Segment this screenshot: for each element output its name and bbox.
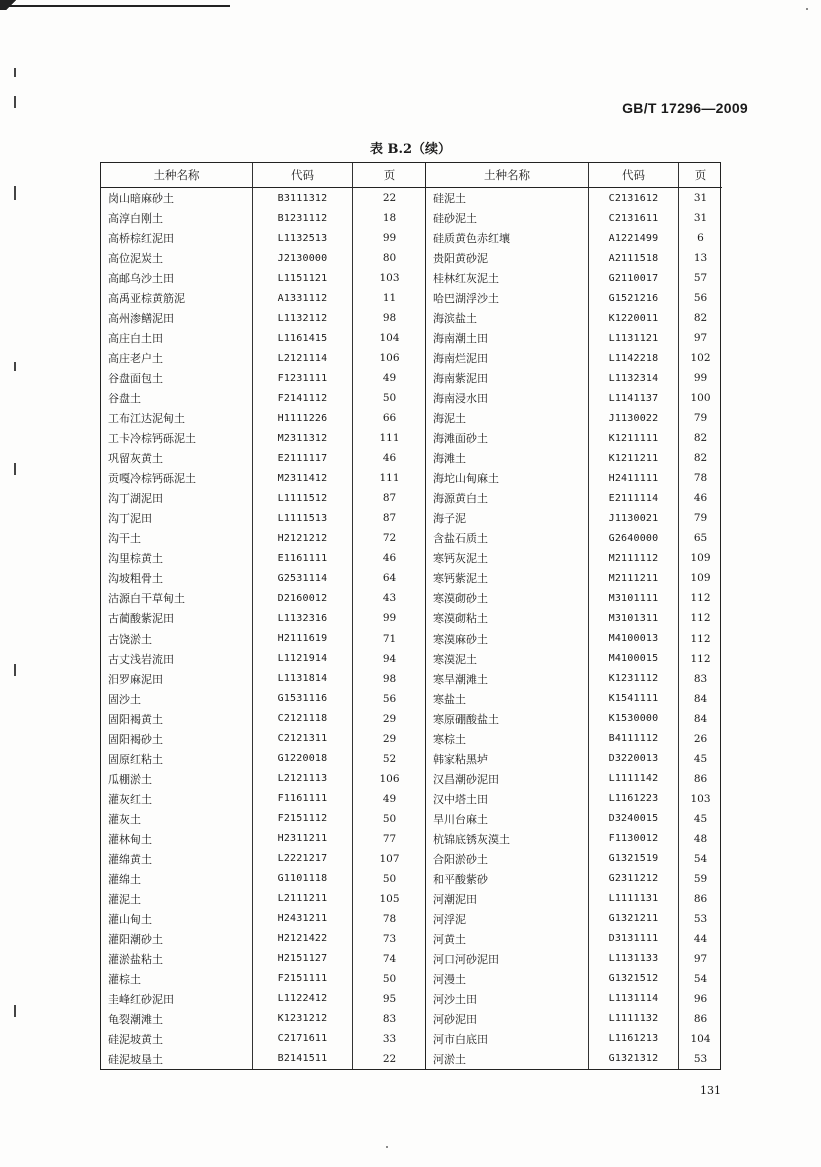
code-cell: F2151111 bbox=[253, 969, 353, 989]
soil-name-cell: 寒漠砌粘土 bbox=[426, 608, 589, 628]
soil-name-cell: 古饶淤土 bbox=[101, 629, 253, 649]
page-cell: 112 bbox=[690, 592, 711, 605]
code-cell: M3101311 bbox=[589, 608, 679, 628]
soil-name-cell: 合阳淤砂土 bbox=[426, 849, 589, 869]
code-cell: B4111112 bbox=[589, 729, 679, 749]
code-cell: L2121114 bbox=[253, 348, 353, 368]
soil-name-cell: 古蔺酸紫泥田 bbox=[101, 608, 253, 628]
soil-name-cell: 沽源白干草甸土 bbox=[101, 588, 253, 608]
code-cell: D3131111 bbox=[589, 929, 679, 949]
page-cell: 43 bbox=[382, 592, 397, 605]
code-cell: L1131133 bbox=[589, 949, 679, 969]
table-right-half bbox=[426, 163, 722, 1069]
code-cell: E2111114 bbox=[589, 488, 679, 508]
soil-name-cell: 海南浸水田 bbox=[426, 388, 589, 408]
code-cell: K1211211 bbox=[589, 448, 679, 468]
soil-name-cell: 岗山暗麻砂土 bbox=[101, 188, 253, 208]
page-cell: 22 bbox=[382, 192, 397, 204]
page-cell: 84 bbox=[693, 692, 708, 705]
code-cell: F1231111 bbox=[253, 368, 353, 388]
code-cell: H2111619 bbox=[253, 629, 353, 649]
scan-speck bbox=[14, 68, 16, 77]
code-cell: L1111132 bbox=[589, 1009, 679, 1029]
soil-name-cell: 含盐石质土 bbox=[426, 528, 589, 548]
soil-name-cell: 灌绵黄土 bbox=[101, 849, 253, 869]
page-cell: 54 bbox=[693, 972, 708, 985]
code-cell: G1101118 bbox=[253, 869, 353, 889]
soil-name-cell: 寒漠麻砂土 bbox=[426, 629, 589, 649]
page-cell: 11 bbox=[382, 292, 397, 305]
page-cell: 82 bbox=[693, 452, 708, 465]
page-cell: 87 bbox=[382, 512, 397, 525]
code-cell: L1151121 bbox=[253, 268, 353, 288]
code-cell: A2111518 bbox=[589, 248, 679, 268]
page-cell: 112 bbox=[690, 632, 711, 645]
header-soil-name: 土种名称 bbox=[426, 163, 589, 188]
soil-name-cell: 和平酸紫砂 bbox=[426, 869, 589, 889]
page-cell: 6 bbox=[697, 232, 704, 245]
scan-speck bbox=[14, 96, 16, 108]
soil-name-cell: 固阳褐砂土 bbox=[101, 729, 253, 749]
page-cell: 45 bbox=[693, 812, 708, 825]
page-cell: 79 bbox=[693, 412, 708, 425]
page-cell: 97 bbox=[693, 332, 708, 345]
header-page: 页 bbox=[353, 163, 426, 188]
code-cell: K1220011 bbox=[589, 308, 679, 328]
soil-name-cell: 河漫土 bbox=[426, 969, 589, 989]
code-cell: G1321512 bbox=[589, 969, 679, 989]
page-cell: 107 bbox=[379, 852, 400, 865]
code-cell: F1130012 bbox=[589, 829, 679, 849]
page-cell: 87 bbox=[382, 492, 397, 505]
code-cell: L1131114 bbox=[589, 989, 679, 1009]
soil-name-cell: 灌绵土 bbox=[101, 869, 253, 889]
code-cell: A1331112 bbox=[253, 288, 353, 308]
code-cell: C2131612 bbox=[589, 188, 679, 208]
soil-name-cell: 河口河砂泥田 bbox=[426, 949, 589, 969]
soil-name-cell: 寒旱潮滩土 bbox=[426, 669, 589, 689]
page-cell: 99 bbox=[382, 612, 397, 625]
code-cell: G2640000 bbox=[589, 528, 679, 548]
page-cell: 56 bbox=[382, 692, 397, 705]
soil-name-cell: 沟里棕黄土 bbox=[101, 548, 253, 568]
scan-speck bbox=[14, 1005, 16, 1017]
soil-name-cell: 汉中塔土田 bbox=[426, 789, 589, 809]
page-cell: 106 bbox=[379, 352, 400, 365]
page-cell: 45 bbox=[693, 752, 708, 765]
code-cell: G2531114 bbox=[253, 568, 353, 588]
page-cell: 99 bbox=[382, 232, 397, 245]
scan-speck bbox=[14, 362, 16, 371]
page-cell: 77 bbox=[382, 832, 397, 845]
code-cell: H1111226 bbox=[253, 408, 353, 428]
soil-name-cell: 工卡冷棕钙砾泥土 bbox=[101, 428, 253, 448]
code-cell: B3111312 bbox=[253, 188, 353, 208]
code-cell: L1122412 bbox=[253, 989, 353, 1009]
page-cell: 100 bbox=[690, 392, 711, 405]
scan-speck bbox=[14, 664, 16, 676]
code-cell: H2121212 bbox=[253, 528, 353, 548]
page-cell: 109 bbox=[690, 572, 711, 585]
header-soil-name: 土种名称 bbox=[101, 163, 253, 188]
code-cell: K1231212 bbox=[253, 1009, 353, 1029]
code-cell: C2131611 bbox=[589, 208, 679, 228]
page-cell: 64 bbox=[382, 572, 397, 585]
soil-name-cell: 硅泥坡黄土 bbox=[101, 1029, 253, 1049]
page-cell: 48 bbox=[693, 832, 708, 845]
code-cell: D3220013 bbox=[589, 749, 679, 769]
soil-name-cell: 海滩面砂土 bbox=[426, 428, 589, 448]
code-cell: B2141511 bbox=[253, 1049, 353, 1069]
code-cell: L1111131 bbox=[589, 889, 679, 909]
page-cell: 65 bbox=[693, 532, 708, 545]
code-cell: L1132513 bbox=[253, 228, 353, 248]
soil-name-cell: 河黄土 bbox=[426, 929, 589, 949]
page-cell: 84 bbox=[693, 712, 708, 725]
page-cell: 66 bbox=[382, 412, 397, 425]
soil-name-cell: 河浮泥 bbox=[426, 909, 589, 929]
page-cell: 102 bbox=[690, 352, 711, 365]
table-left-half bbox=[101, 163, 426, 1069]
soil-name-cell: 寒钙紫泥土 bbox=[426, 568, 589, 588]
page-cell: 57 bbox=[693, 272, 708, 285]
page-cell: 103 bbox=[379, 272, 400, 285]
code-cell: G1531116 bbox=[253, 689, 353, 709]
page-cell: 104 bbox=[379, 332, 400, 345]
page-cell: 33 bbox=[382, 1032, 397, 1045]
code-cell: M4100013 bbox=[589, 629, 679, 649]
code-cell: L1111142 bbox=[589, 769, 679, 789]
page-cell: 98 bbox=[382, 312, 397, 325]
soil-name-cell: 灌阳潮砂土 bbox=[101, 929, 253, 949]
code-cell: M2111112 bbox=[589, 548, 679, 568]
page-cell: 98 bbox=[382, 672, 397, 685]
soil-name-cell: 高州渗鳝泥田 bbox=[101, 308, 253, 328]
code-cell: K1231112 bbox=[589, 669, 679, 689]
soil-name-cell: 高位泥炭土 bbox=[101, 248, 253, 268]
code-cell: L1131814 bbox=[253, 669, 353, 689]
soil-name-cell: 硅砂泥土 bbox=[426, 208, 589, 228]
soil-name-cell: 汨罗麻泥田 bbox=[101, 669, 253, 689]
page-cell: 82 bbox=[693, 312, 708, 325]
scan-speck bbox=[14, 463, 16, 475]
page-cell: 112 bbox=[690, 652, 711, 665]
code-cell: K1211111 bbox=[589, 428, 679, 448]
code-cell: L1161415 bbox=[253, 328, 353, 348]
soil-name-cell: 寒钙灰泥土 bbox=[426, 548, 589, 568]
page-cell: 111 bbox=[379, 432, 400, 445]
page-cell: 97 bbox=[693, 952, 708, 965]
page-cell: 18 bbox=[382, 212, 397, 225]
code-cell: M3101111 bbox=[589, 588, 679, 608]
soil-name-cell: 旱川台麻土 bbox=[426, 809, 589, 829]
soil-name-cell: 巩留灰黄土 bbox=[101, 448, 253, 468]
soil-name-cell: 灌灰红土 bbox=[101, 789, 253, 809]
soil-name-cell: 寒盐土 bbox=[426, 689, 589, 709]
page-cell: 46 bbox=[382, 452, 397, 465]
page-cell: 56 bbox=[693, 292, 708, 305]
code-cell: H2311211 bbox=[253, 829, 353, 849]
code-cell: M2311312 bbox=[253, 428, 353, 448]
code-cell: G1321519 bbox=[589, 849, 679, 869]
soil-name-cell: 沟干土 bbox=[101, 528, 253, 548]
page-cell: 78 bbox=[382, 912, 397, 925]
soil-name-cell: 硅泥坡垦土 bbox=[101, 1049, 253, 1069]
code-cell: L1161223 bbox=[589, 789, 679, 809]
soil-name-cell: 谷盘面包土 bbox=[101, 368, 253, 388]
code-cell: E2111117 bbox=[253, 448, 353, 468]
soil-name-cell: 海南潮土田 bbox=[426, 328, 589, 348]
code-cell: E1161111 bbox=[253, 548, 353, 568]
scan-speck bbox=[14, 186, 16, 200]
soil-name-cell: 固阳褐黄土 bbox=[101, 709, 253, 729]
code-cell: H2151127 bbox=[253, 949, 353, 969]
standard-number: GB/T 17296—2009 bbox=[622, 100, 748, 116]
soil-name-cell: 河砂泥田 bbox=[426, 1009, 589, 1029]
soil-name-cell: 寒棕土 bbox=[426, 729, 589, 749]
page-cell: 50 bbox=[382, 972, 397, 985]
soil-name-cell: 灌淤盐粘土 bbox=[101, 949, 253, 969]
page-cell: 83 bbox=[382, 1012, 397, 1025]
soil-name-cell: 哈巴湖浮沙土 bbox=[426, 288, 589, 308]
scan-dot bbox=[806, 8, 808, 10]
soil-name-cell: 寒原硼酸盐土 bbox=[426, 709, 589, 729]
page-cell: 111 bbox=[379, 472, 400, 485]
page-cell: 103 bbox=[690, 792, 711, 805]
code-cell: F2151112 bbox=[253, 809, 353, 829]
soil-name-cell: 圭峰红砂泥田 bbox=[101, 989, 253, 1009]
code-cell: L1132314 bbox=[589, 368, 679, 388]
soil-name-cell: 高桥棕红泥田 bbox=[101, 228, 253, 248]
page-cell: 29 bbox=[382, 712, 397, 725]
code-cell: J2130000 bbox=[253, 248, 353, 268]
code-cell: G1521216 bbox=[589, 288, 679, 308]
page-cell: 82 bbox=[693, 432, 708, 445]
page-cell: 50 bbox=[382, 872, 397, 885]
page-cell: 74 bbox=[382, 952, 397, 965]
page-cell: 80 bbox=[382, 252, 397, 265]
soil-name-cell: 瓜棚淤土 bbox=[101, 769, 253, 789]
page-cell: 22 bbox=[382, 1052, 397, 1065]
page-cell: 31 bbox=[693, 212, 708, 225]
soil-name-cell: 海泥土 bbox=[426, 408, 589, 428]
corner-mark bbox=[0, 0, 22, 10]
soil-name-cell: 韩家粘黑垆 bbox=[426, 749, 589, 769]
soil-name-cell: 高庄白土田 bbox=[101, 328, 253, 348]
soil-name-cell: 灌泥土 bbox=[101, 889, 253, 909]
soil-name-cell: 海子泥 bbox=[426, 508, 589, 528]
code-cell: L1132316 bbox=[253, 608, 353, 628]
code-cell: L1121914 bbox=[253, 649, 353, 669]
page-number: 131 bbox=[700, 1084, 721, 1097]
page-cell: 86 bbox=[693, 892, 708, 905]
soil-name-cell: 高邮乌沙土田 bbox=[101, 268, 253, 288]
page-cell: 73 bbox=[382, 932, 397, 945]
code-cell: L1141137 bbox=[589, 388, 679, 408]
soil-name-cell: 硅质黄色赤红壤 bbox=[426, 228, 589, 248]
code-cell: L2221217 bbox=[253, 849, 353, 869]
soil-name-cell: 寒漠砌砂土 bbox=[426, 588, 589, 608]
page-cell: 95 bbox=[382, 992, 397, 1005]
code-cell: L2111211 bbox=[253, 889, 353, 909]
soil-name-cell: 河市白底田 bbox=[426, 1029, 589, 1049]
soil-name-cell: 固原红粘土 bbox=[101, 749, 253, 769]
code-cell: H2431211 bbox=[253, 909, 353, 929]
page-cell: 46 bbox=[382, 552, 397, 565]
code-cell: M2311412 bbox=[253, 468, 353, 488]
soil-name-cell: 沟丁泥田 bbox=[101, 508, 253, 528]
page-cell: 49 bbox=[382, 372, 397, 385]
page-cell: 49 bbox=[382, 792, 397, 805]
soil-name-cell: 汉昌潮砂泥田 bbox=[426, 769, 589, 789]
page-cell: 86 bbox=[693, 1012, 708, 1025]
header-code: 代码 bbox=[589, 163, 679, 188]
soil-name-cell: 工布江达泥甸土 bbox=[101, 408, 253, 428]
code-cell: J1130021 bbox=[589, 508, 679, 528]
soil-name-cell: 古丈浅岩流田 bbox=[101, 649, 253, 669]
code-cell: G1220018 bbox=[253, 749, 353, 769]
soil-name-cell: 寒漠泥土 bbox=[426, 649, 589, 669]
code-cell: L1111512 bbox=[253, 488, 353, 508]
page-cell: 71 bbox=[382, 632, 397, 645]
soil-name-cell: 灌棕土 bbox=[101, 969, 253, 989]
header-page: 页 bbox=[679, 163, 722, 188]
soil-name-cell: 海滩土 bbox=[426, 448, 589, 468]
code-cell: L1132112 bbox=[253, 308, 353, 328]
page-cell: 86 bbox=[693, 772, 708, 785]
page-cell: 50 bbox=[382, 812, 397, 825]
soil-name-cell: 海坨山甸麻土 bbox=[426, 468, 589, 488]
soil-name-cell: 高禹亚棕黄筋泥 bbox=[101, 288, 253, 308]
code-cell: F2141112 bbox=[253, 388, 353, 408]
table-caption: 表 B.2（续） bbox=[369, 142, 452, 157]
page-cell: 104 bbox=[690, 1032, 711, 1045]
code-cell: B1231112 bbox=[253, 208, 353, 228]
code-cell: G2110017 bbox=[589, 268, 679, 288]
soil-name-cell: 河沙土田 bbox=[426, 989, 589, 1009]
soil-name-cell: 龟裂潮滩土 bbox=[101, 1009, 253, 1029]
code-cell: F1161111 bbox=[253, 789, 353, 809]
soil-name-cell: 沟坡粗骨土 bbox=[101, 568, 253, 588]
page-cell: 53 bbox=[693, 1052, 708, 1065]
soil-name-cell: 桂林红灰泥土 bbox=[426, 268, 589, 288]
page-cell: 99 bbox=[693, 372, 708, 385]
page-cell: 46 bbox=[693, 492, 708, 505]
soil-name-cell: 海南烂泥田 bbox=[426, 348, 589, 368]
page-cell: 52 bbox=[382, 752, 397, 765]
soil-name-cell: 贡嘎冷棕钙砾泥土 bbox=[101, 468, 253, 488]
soil-name-cell: 海源黄白土 bbox=[426, 488, 589, 508]
code-cell: C2171611 bbox=[253, 1029, 353, 1049]
soil-name-cell: 海滨盐土 bbox=[426, 308, 589, 328]
code-cell: D2160012 bbox=[253, 588, 353, 608]
page-cell: 112 bbox=[690, 612, 711, 625]
code-cell: K1530000 bbox=[589, 709, 679, 729]
soil-name-cell: 高淳白刚土 bbox=[101, 208, 253, 228]
code-cell: G1321312 bbox=[589, 1049, 679, 1069]
soil-name-cell: 谷盘土 bbox=[101, 388, 253, 408]
page-cell: 53 bbox=[693, 912, 708, 925]
code-cell: K1541111 bbox=[589, 689, 679, 709]
code-cell: H2121422 bbox=[253, 929, 353, 949]
code-cell: M2111211 bbox=[589, 568, 679, 588]
code-cell: G2311212 bbox=[589, 869, 679, 889]
code-cell: G1321211 bbox=[589, 909, 679, 929]
soil-name-cell: 灌灰土 bbox=[101, 809, 253, 829]
code-cell: C2121311 bbox=[253, 729, 353, 749]
soil-name-cell: 沟丁湖泥田 bbox=[101, 488, 253, 508]
code-cell: C2121118 bbox=[253, 709, 353, 729]
page-cell: 105 bbox=[379, 892, 400, 905]
soil-name-cell: 杭锦底锈灰漠土 bbox=[426, 829, 589, 849]
soil-name-cell: 海南紫泥田 bbox=[426, 368, 589, 388]
page-cell: 26 bbox=[693, 732, 708, 745]
code-cell: L1142218 bbox=[589, 348, 679, 368]
code-cell: L2121113 bbox=[253, 769, 353, 789]
soil-name-cell: 灌山甸土 bbox=[101, 909, 253, 929]
page-cell: 31 bbox=[693, 192, 708, 204]
code-cell: L1161213 bbox=[589, 1029, 679, 1049]
soil-name-cell: 高庄老户土 bbox=[101, 348, 253, 368]
soil-name-cell: 贵阳黄砂泥 bbox=[426, 248, 589, 268]
code-cell: H2411111 bbox=[589, 468, 679, 488]
page-cell: 59 bbox=[693, 872, 708, 885]
code-cell: M4100015 bbox=[589, 649, 679, 669]
soil-name-cell: 河淤土 bbox=[426, 1049, 589, 1069]
page-cell: 44 bbox=[693, 932, 708, 945]
soil-species-table bbox=[100, 162, 721, 1070]
page-cell: 78 bbox=[693, 472, 708, 485]
page-cell: 79 bbox=[693, 512, 708, 525]
page-cell: 94 bbox=[382, 652, 397, 665]
page-cell: 83 bbox=[693, 672, 708, 685]
scan-dot bbox=[386, 1146, 388, 1148]
top-rule bbox=[0, 5, 230, 7]
page-cell: 13 bbox=[693, 252, 708, 265]
soil-name-cell: 固沙土 bbox=[101, 689, 253, 709]
code-cell: L1111513 bbox=[253, 508, 353, 528]
page-cell: 54 bbox=[693, 852, 708, 865]
page-cell: 29 bbox=[382, 732, 397, 745]
page-cell: 96 bbox=[693, 992, 708, 1005]
header-code: 代码 bbox=[253, 163, 353, 188]
code-cell: L1131121 bbox=[589, 328, 679, 348]
page-cell: 72 bbox=[382, 532, 397, 545]
code-cell: D3240015 bbox=[589, 809, 679, 829]
page-cell: 50 bbox=[382, 392, 397, 405]
soil-name-cell: 河潮泥田 bbox=[426, 889, 589, 909]
code-cell: A1221499 bbox=[589, 228, 679, 248]
code-cell: J1130022 bbox=[589, 408, 679, 428]
page-cell: 109 bbox=[690, 552, 711, 565]
soil-name-cell: 灌林甸土 bbox=[101, 829, 253, 849]
soil-name-cell: 硅泥土 bbox=[426, 188, 589, 208]
page-cell: 106 bbox=[379, 772, 400, 785]
